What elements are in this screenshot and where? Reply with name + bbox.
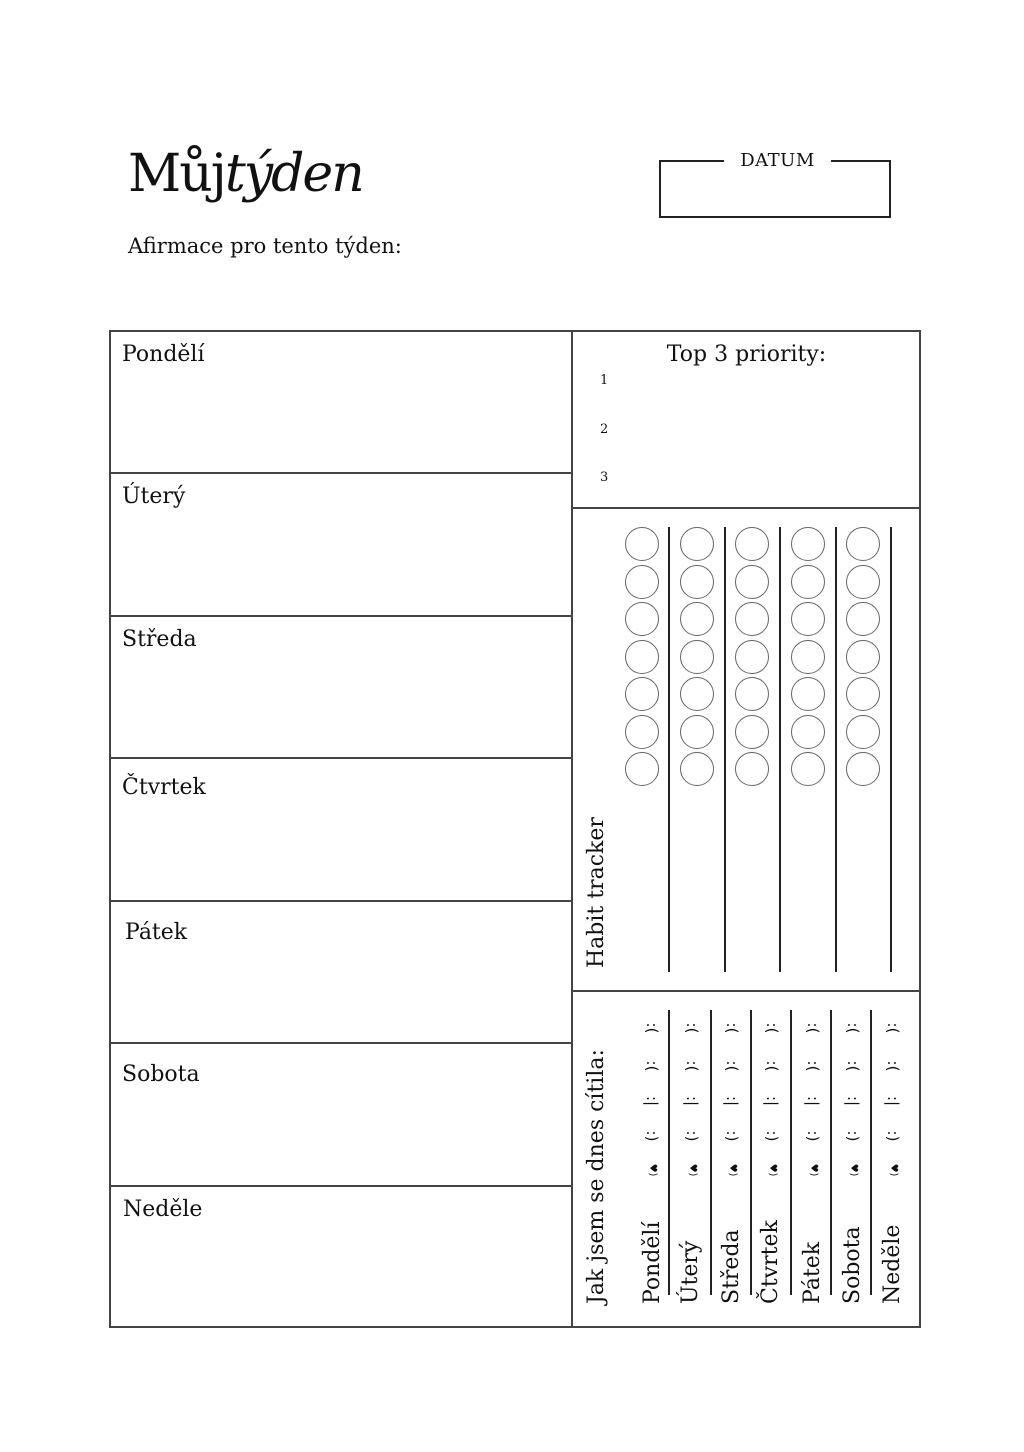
mood-day-label: Neděle: [880, 1224, 905, 1304]
priority-number: 3: [600, 470, 609, 485]
mood-column-line: [790, 1010, 792, 1295]
habit-checkbox[interactable]: [791, 715, 825, 749]
habit-checkbox[interactable]: [791, 602, 825, 636]
mood-face-option[interactable]: :): [723, 1130, 741, 1142]
habit-checkbox[interactable]: [680, 752, 714, 786]
affirmation-label: Afirmace pro tento týden:: [128, 234, 402, 258]
priority-number: 1: [600, 373, 609, 388]
habit-checkbox[interactable]: [625, 640, 659, 674]
mood-face-option[interactable]: :|: [683, 1095, 701, 1107]
habit-checkbox[interactable]: [846, 527, 880, 561]
habit-column-line: [835, 527, 837, 972]
mood-face-option[interactable]: :(: [884, 1022, 902, 1034]
mood-face-option[interactable]: :(: [683, 1060, 701, 1072]
habit-checkbox[interactable]: [846, 602, 880, 636]
habit-checkbox[interactable]: [625, 752, 659, 786]
mood-day-label: Pondělí: [640, 1221, 665, 1304]
mood-face-option[interactable]: :|: [643, 1095, 661, 1107]
mood-face-option[interactable]: :(: [884, 1060, 902, 1072]
habit-checkbox[interactable]: [680, 565, 714, 599]
mood-face-option[interactable]: :): [643, 1130, 661, 1142]
mood-face-option[interactable]: :|: [763, 1095, 781, 1107]
day-row-thursday[interactable]: [109, 759, 572, 900]
day-label-monday: Pondělí: [122, 342, 205, 367]
mood-face-option[interactable]: :(: [643, 1022, 661, 1034]
day-row-wednesday[interactable]: [109, 617, 572, 758]
mood-face-option[interactable]: ♥): [767, 1163, 778, 1177]
habit-checkbox[interactable]: [846, 677, 880, 711]
mood-face-option[interactable]: :|: [723, 1095, 741, 1107]
mood-column-line: [750, 1010, 752, 1295]
title-word-2: týden: [224, 144, 363, 204]
mood-face-option[interactable]: :(: [763, 1022, 781, 1034]
habit-checkbox[interactable]: [625, 527, 659, 561]
day-label-friday: Pátek: [125, 920, 188, 945]
mood-face-option[interactable]: :(: [763, 1060, 781, 1072]
habit-checkbox[interactable]: [735, 527, 769, 561]
priorities-title: Top 3 priority:: [666, 342, 827, 367]
mood-face-option[interactable]: :(: [844, 1022, 862, 1034]
mood-face-option[interactable]: :): [804, 1130, 822, 1142]
habit-checkbox[interactable]: [735, 602, 769, 636]
day-label-saturday: Sobota: [122, 1062, 200, 1087]
habit-checkbox[interactable]: [791, 677, 825, 711]
habit-checkbox[interactable]: [680, 527, 714, 561]
habit-checkbox[interactable]: [846, 715, 880, 749]
mood-face-option[interactable]: :): [763, 1130, 781, 1142]
day-label-thursday: Čtvrtek: [122, 775, 206, 800]
habit-checkbox[interactable]: [680, 602, 714, 636]
habit-checkbox[interactable]: [625, 565, 659, 599]
habit-checkbox[interactable]: [846, 640, 880, 674]
habit-checkbox[interactable]: [791, 640, 825, 674]
habit-checkbox[interactable]: [735, 715, 769, 749]
mood-face-option[interactable]: ♥): [808, 1163, 819, 1177]
day-row-sunday[interactable]: [109, 1187, 572, 1326]
date-label: DATUM: [724, 150, 831, 172]
mood-column-line: [830, 1010, 832, 1295]
mood-face-option[interactable]: :): [683, 1130, 701, 1142]
mood-day-label: Sobota: [840, 1226, 865, 1304]
habit-checkbox[interactable]: [625, 602, 659, 636]
habit-checkbox[interactable]: [680, 640, 714, 674]
habit-column-line: [668, 527, 670, 972]
mood-face-option[interactable]: :|: [844, 1095, 862, 1107]
day-row-friday[interactable]: [109, 902, 572, 1043]
mood-face-option[interactable]: :(: [723, 1022, 741, 1034]
day-row-saturday[interactable]: [109, 1044, 572, 1185]
habit-checkbox[interactable]: [735, 565, 769, 599]
habit-checkbox[interactable]: [625, 677, 659, 711]
habit-checkbox[interactable]: [791, 565, 825, 599]
habit-checkbox[interactable]: [791, 752, 825, 786]
mood-face-option[interactable]: :(: [723, 1060, 741, 1072]
mood-face-option[interactable]: :(: [683, 1022, 701, 1034]
mood-face-option[interactable]: ♥): [647, 1163, 658, 1177]
mood-column-line: [668, 1010, 670, 1295]
mood-face-option[interactable]: :|: [804, 1095, 822, 1107]
habit-column-line: [724, 527, 726, 972]
habit-checkbox[interactable]: [735, 752, 769, 786]
mood-face-option[interactable]: :|: [884, 1095, 902, 1107]
habit-checkbox[interactable]: [625, 715, 659, 749]
mood-face-option[interactable]: :(: [804, 1022, 822, 1034]
mood-face-option[interactable]: ♥): [848, 1163, 859, 1177]
habit-checkbox[interactable]: [680, 677, 714, 711]
mood-face-option[interactable]: :(: [804, 1060, 822, 1072]
mood-tracker-label: Jak jsem se dnes cítila:: [584, 1049, 609, 1304]
mood-column-line: [870, 1010, 872, 1295]
mood-face-option[interactable]: :): [884, 1130, 902, 1142]
section-divider: [572, 507, 921, 509]
day-label-tuesday: Úterý: [122, 484, 186, 509]
habit-checkbox[interactable]: [846, 565, 880, 599]
day-row-monday[interactable]: [109, 330, 572, 473]
habit-tracker-label: Habit tracker: [584, 817, 609, 968]
habit-checkbox[interactable]: [846, 752, 880, 786]
mood-face-option[interactable]: ♥): [687, 1163, 698, 1177]
day-row-tuesday[interactable]: [109, 474, 572, 615]
habit-checkbox[interactable]: [735, 640, 769, 674]
day-label-wednesday: Středa: [122, 627, 197, 652]
mood-face-option[interactable]: :(: [643, 1060, 661, 1072]
mood-face-option[interactable]: :): [844, 1130, 862, 1142]
section-divider: [572, 990, 921, 992]
habit-checkbox[interactable]: [680, 715, 714, 749]
mood-day-label: Pátek: [800, 1241, 825, 1304]
habit-column-line: [890, 527, 892, 972]
mood-column-line: [710, 1010, 712, 1295]
day-label-sunday: Neděle: [123, 1197, 203, 1222]
habit-checkbox[interactable]: [791, 527, 825, 561]
mood-face-option[interactable]: :(: [844, 1060, 862, 1072]
mood-face-option[interactable]: ♥): [727, 1163, 738, 1177]
mood-day-label: Úterý: [678, 1240, 703, 1304]
habit-column-line: [779, 527, 781, 972]
mood-day-label: Středa: [719, 1229, 744, 1304]
priority-number: 2: [600, 422, 609, 437]
page-title: [128, 144, 363, 204]
mood-day-label: Čtvrtek: [758, 1220, 783, 1304]
habit-checkbox[interactable]: [735, 677, 769, 711]
title-word-1: Můj: [128, 144, 225, 204]
mood-face-option[interactable]: ♥): [888, 1163, 899, 1177]
